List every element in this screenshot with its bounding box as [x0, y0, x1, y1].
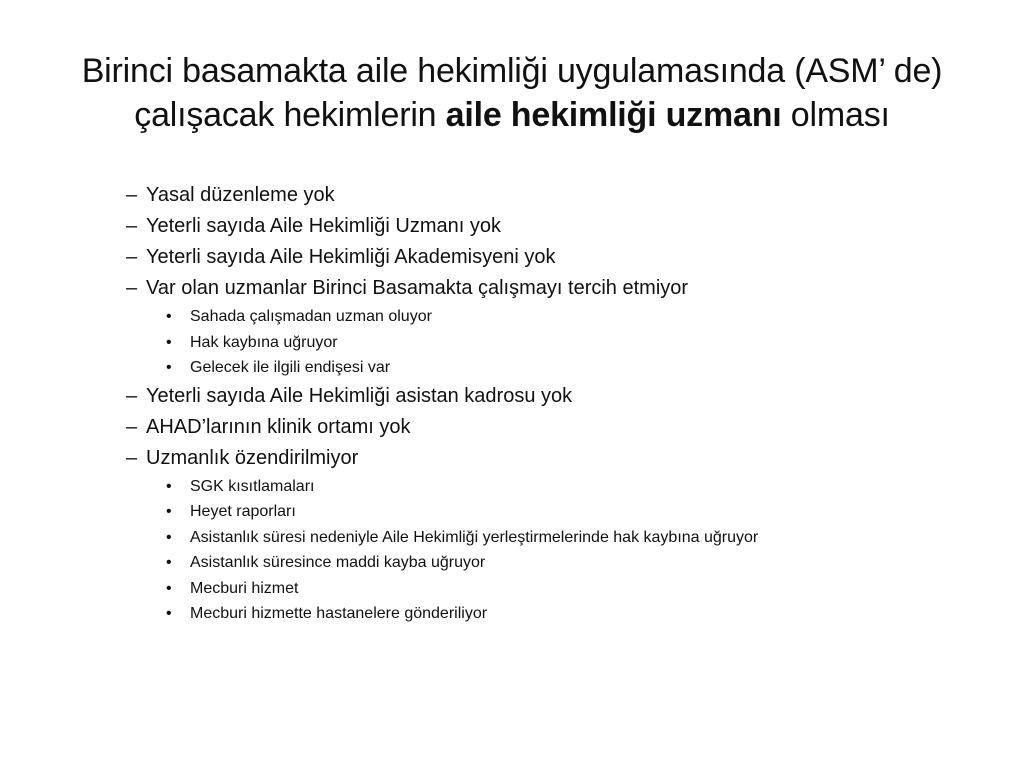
bullet-marker: •: [166, 579, 172, 597]
list-item: [0, 180, 1024, 211]
sub-list-item: [0, 576, 1024, 602]
dash-marker: –: [126, 446, 138, 469]
dash-marker: –: [126, 415, 138, 438]
bullet-marker: •: [166, 503, 172, 520]
sub-list-item-text: Mecburi hizmette hastanelere gönderiliyor: [190, 605, 488, 622]
bullet-marker: •: [166, 359, 172, 376]
sub-list-item: [0, 550, 1024, 576]
dash-marker: –: [126, 184, 138, 206]
list-item: [0, 412, 1024, 443]
sub-list-item: [0, 525, 1024, 551]
bullet-marker: •: [166, 477, 172, 495]
sub-list-item-text: Asistanlık süresince maddi kayba uğruyor: [190, 554, 486, 571]
bullet-marker: •: [166, 554, 172, 571]
bullet-marker: •: [166, 528, 172, 546]
sub-list-item: [0, 474, 1024, 500]
dash-marker: –: [126, 384, 138, 407]
sub-list-item: [0, 330, 1024, 356]
list-item: [0, 211, 1024, 242]
list-item-text: Yeterli sayıda Aile Hekimliği Uzmanı yok: [146, 215, 501, 237]
sub-list-item-text: Asistanlık süresi nedeniyle Aile Hekimliği yerleştirmelerinde hak kaybına uğruyor: [190, 528, 759, 546]
sub-list-item-text: Hak kaybına uğruyor: [190, 333, 338, 351]
sub-list-item: [0, 499, 1024, 525]
list-item-text: Yasal düzenleme yok: [146, 184, 335, 206]
bullet-list: [0, 180, 1024, 627]
list-item-text: Yeterli sayıda Aile Hekimliği Akademisyeni yok: [146, 246, 556, 268]
dash-marker: –: [126, 215, 138, 237]
sub-list-item-text: Mecburi hizmet: [190, 579, 299, 597]
sub-list-item-text: SGK kısıtlamaları: [190, 477, 315, 495]
list-item-text: Uzmanlık özendirilmiyor: [146, 446, 359, 469]
list-item: [0, 381, 1024, 412]
title-text-end: olması: [781, 96, 890, 134]
dash-marker: –: [126, 246, 138, 268]
bullet-marker: •: [166, 333, 172, 351]
bullet-marker: •: [166, 308, 172, 325]
sub-list-item-text: Heyet raporları: [190, 503, 296, 520]
list-item: [0, 443, 1024, 474]
sub-list-item-text: Gelecek ile ilgili endişesi var: [190, 359, 391, 376]
bullet-marker: •: [166, 605, 172, 622]
list-item-text: Yeterli sayıda Aile Hekimliği asistan kadrosu yok: [146, 384, 573, 407]
list-item-text: AHAD’larının klinik ortamı yok: [146, 415, 411, 438]
list-item: [0, 242, 1024, 273]
slide-title: [40, 49, 984, 137]
sub-list-item: [0, 304, 1024, 330]
title-text: Birinci basamakta aile hekimliği uygulamasında (ASM’ de) çalışacak hekimlerin: [81, 52, 943, 134]
sub-list-item: [0, 601, 1024, 627]
sub-list-item: [0, 355, 1024, 381]
list-item: [0, 273, 1024, 304]
list-item-text: Var olan uzmanlar Birinci Basamakta çalışmayı tercih etmiyor: [146, 277, 689, 299]
title-bold-text: aile hekimliği uzmanı: [445, 96, 782, 134]
dash-marker: –: [126, 277, 138, 299]
sub-list-item-text: Sahada çalışmadan uzman oluyor: [190, 308, 432, 325]
